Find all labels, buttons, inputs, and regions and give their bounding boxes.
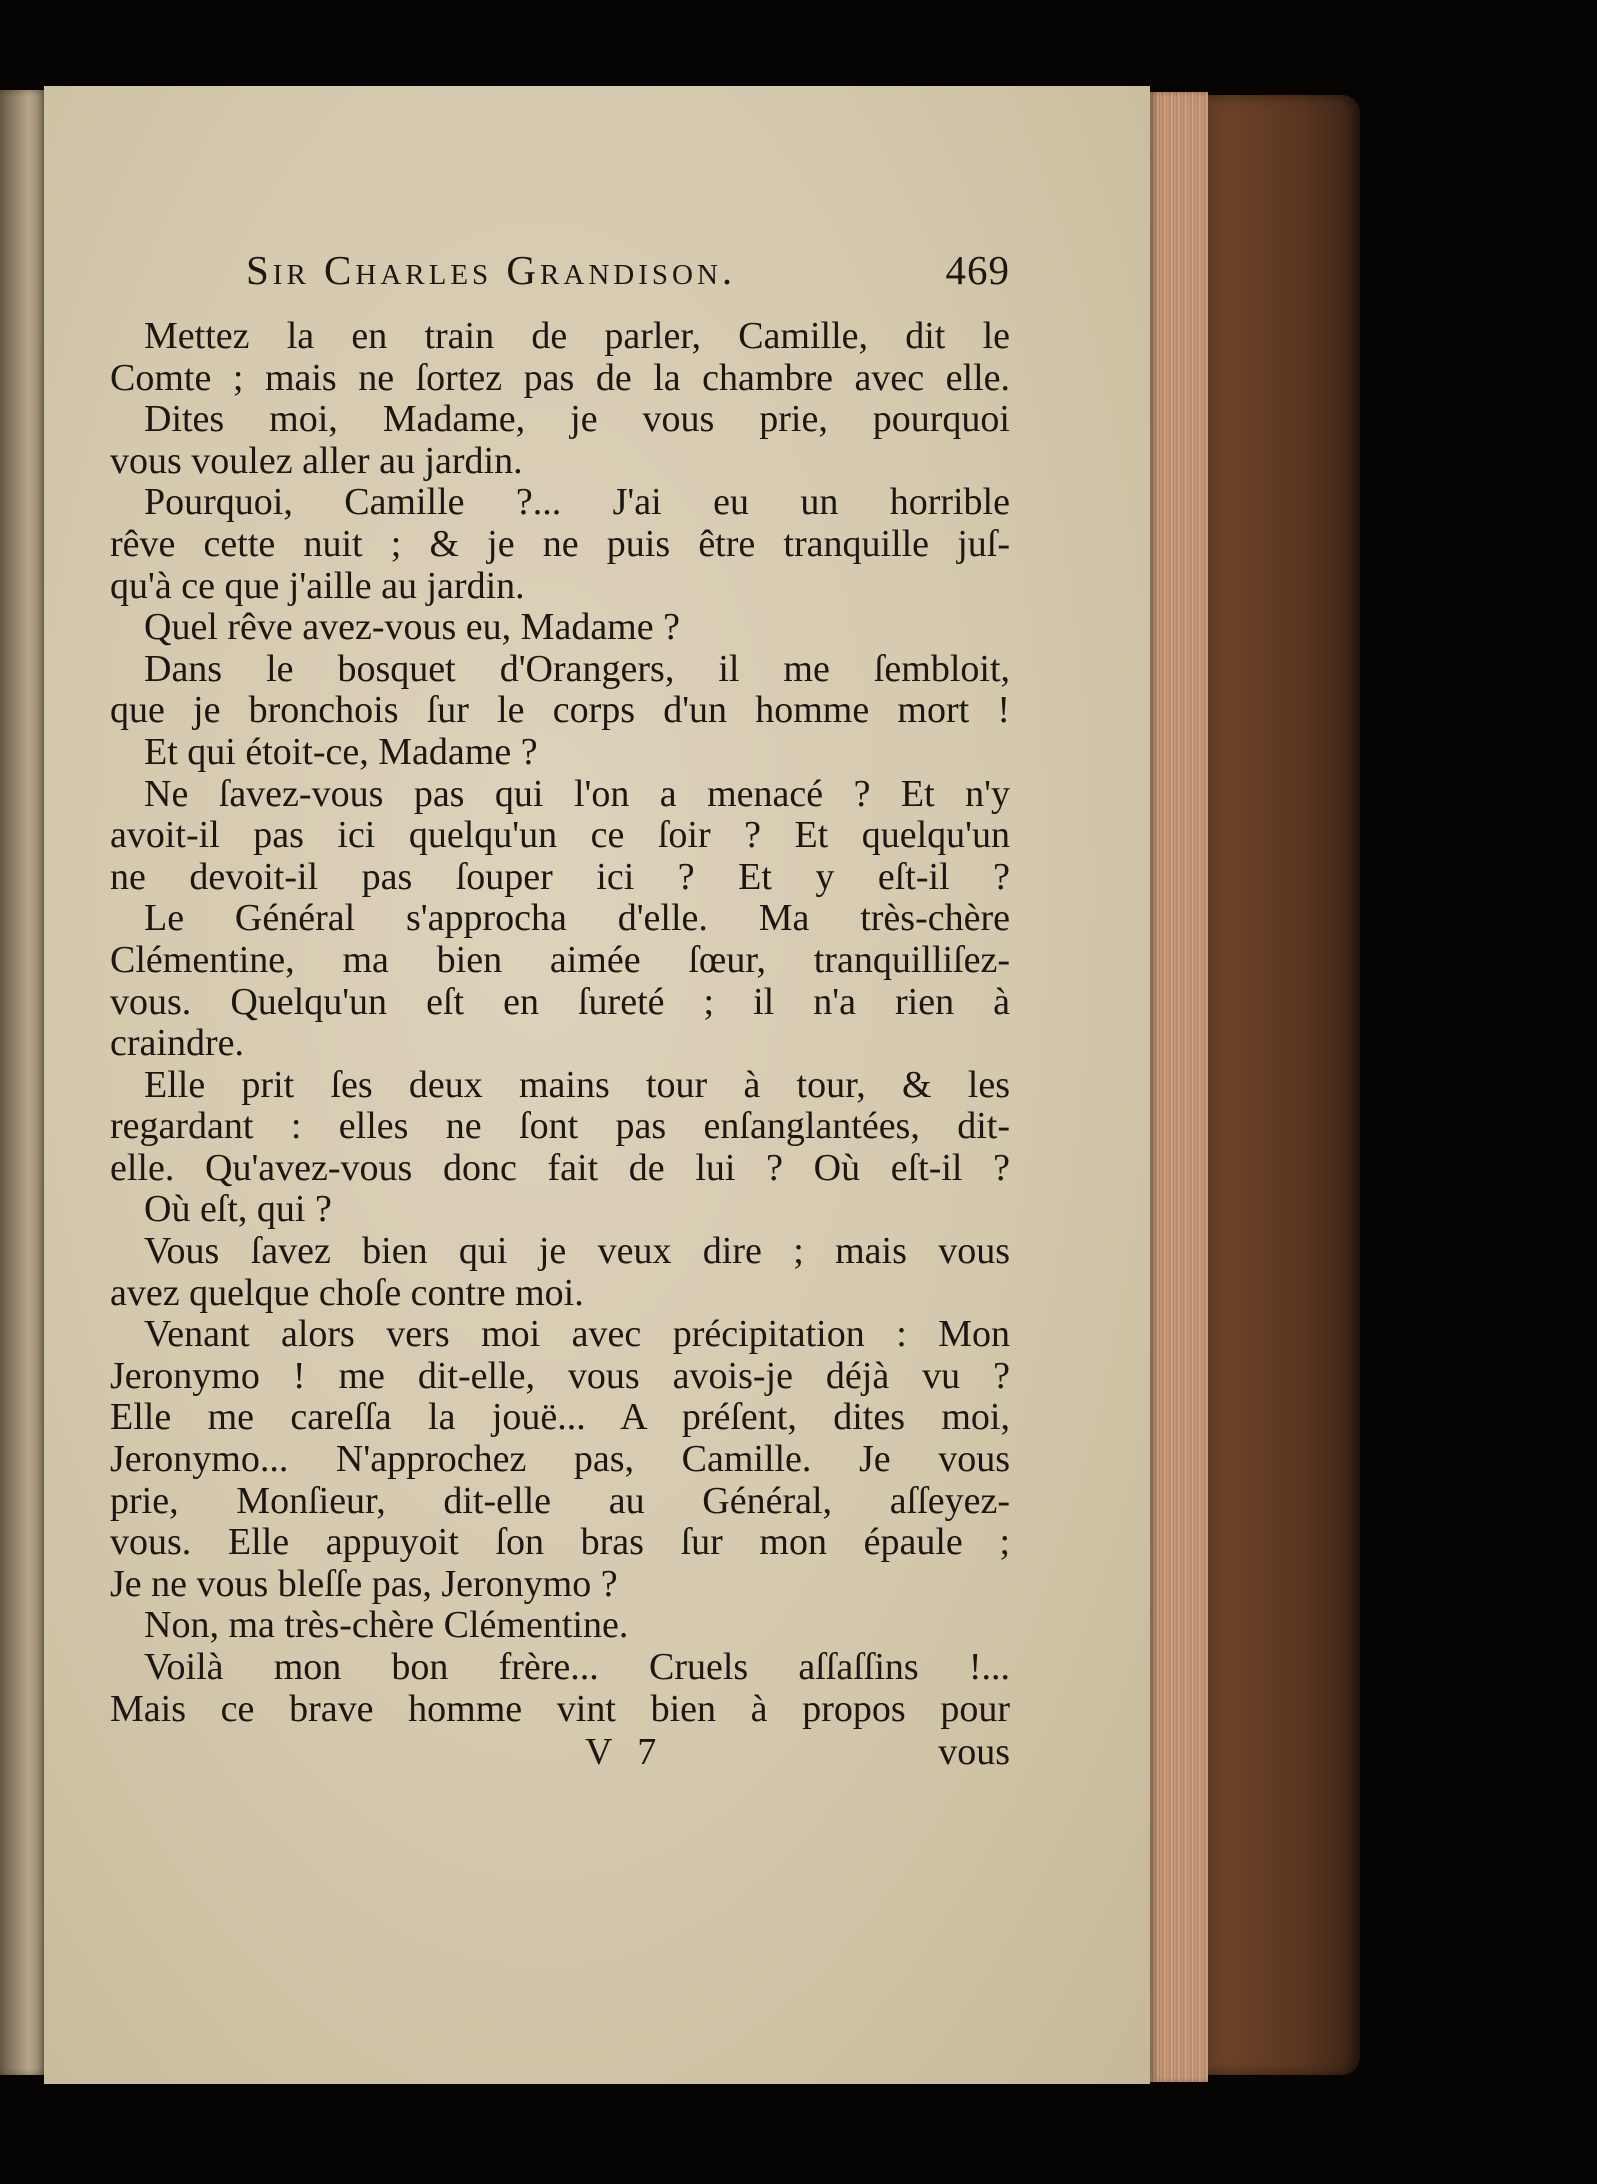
text-line: avez quelque choſe contre moi.: [110, 1271, 584, 1314]
text-line: Elle prit ſes deux mains tour à tour, & les: [144, 1063, 1010, 1106]
text-line: vous voulez aller au jardin.: [110, 439, 523, 482]
text-line: avoit-il pas ici quelqu'un ce ſoir ? Et quelqu'un: [110, 814, 1010, 857]
text-line: ne devoit-il pas ſouper ici ? Et y eſt-il ?: [110, 855, 1010, 898]
text-block: [110, 246, 1010, 1778]
text-line: Venant alors vers moi avec précipitation : Mon: [144, 1313, 1010, 1356]
text-line: Pourquoi, Camille ?... J'ai eu un horrible: [144, 481, 1010, 524]
text-line: regardant : elles ne ſont pas enſanglantées, dit-: [110, 1105, 1010, 1148]
text-line: Clémentine, ma bien aimée ſœur, tranquilliſez-: [110, 938, 1010, 981]
text-line: prie, Monſieur, dit-elle au Général, aſſeyez-: [110, 1479, 1010, 1522]
text-line: craindre.: [110, 1022, 244, 1065]
signature-mark: V 7: [585, 1731, 665, 1774]
text-line: Je ne vous bleſſe pas, Jeronymo ?: [110, 1562, 618, 1605]
text-line: Non, ma très-chère Clémentine.: [144, 1604, 629, 1647]
text-line: Dites moi, Madame, je vous prie, pourquoi: [144, 398, 1010, 441]
text-line: rêve cette nuit ; & je ne puis être tranquille juſ-: [110, 522, 1010, 565]
text-line: vous. Quelqu'un eſt en ſureté ; il n'a rien à: [110, 980, 1010, 1023]
running-title: Sir Charles Grandison.: [246, 247, 737, 293]
text-line: Voilà mon bon frère... Cruels aſſaſſins !...: [144, 1646, 1010, 1688]
text-line: Elle me careſſa la jouë... A préſent, dites moi,: [110, 1396, 1010, 1439]
text-line: Ne ſavez-vous pas qui l'on a menacé ? Et n'y: [144, 772, 1010, 815]
running-head: [110, 246, 1010, 316]
text-line: Dans le bosquet d'Orangers, il me ſembloit,: [144, 647, 1010, 690]
text-line: Comte ; mais ne ſortez pas de la chambre avec elle.: [110, 356, 1010, 399]
text-line: que je bronchois ſur le corps d'un homme mort !: [110, 689, 1010, 732]
body-text: [110, 316, 1010, 1730]
text-line: Mettez la en train de parler, Camille, dit le: [144, 315, 1010, 357]
text-line: elle. Qu'avez-vous donc fait de lui ? Où eſt-il ?: [110, 1146, 1010, 1189]
text-line: Le Général s'approcha d'elle. Ma très-chère: [144, 897, 1010, 940]
text-line: Et qui étoit-ce, Madame ?: [144, 730, 538, 773]
text-line: Mais ce brave homme vint bien à propos pour: [110, 1687, 1010, 1730]
text-line: Jeronymo ! me dit-elle, vous avois-je déjà vu ?: [110, 1354, 1010, 1397]
page-footer: [110, 1730, 1010, 1778]
text-line: Vous ſavez bien qui je veux dire ; mais vous: [144, 1230, 1010, 1273]
text-line: Où eſt, qui ?: [144, 1188, 332, 1231]
page-number: 469: [945, 247, 1010, 293]
text-line: Quel rêve avez-vous eu, Madame ?: [144, 606, 680, 649]
text-line: Jeronymo... N'approchez pas, Camille. Je vous: [110, 1438, 1010, 1481]
text-line: qu'à ce que j'aille au jardin.: [110, 564, 525, 607]
page-stack-edge: [1146, 92, 1208, 2082]
catchword: vous: [938, 1731, 1010, 1774]
book-page: [44, 86, 1150, 2084]
text-line: vous. Elle appuyoit ſon bras ſur mon épaule ;: [110, 1521, 1010, 1564]
